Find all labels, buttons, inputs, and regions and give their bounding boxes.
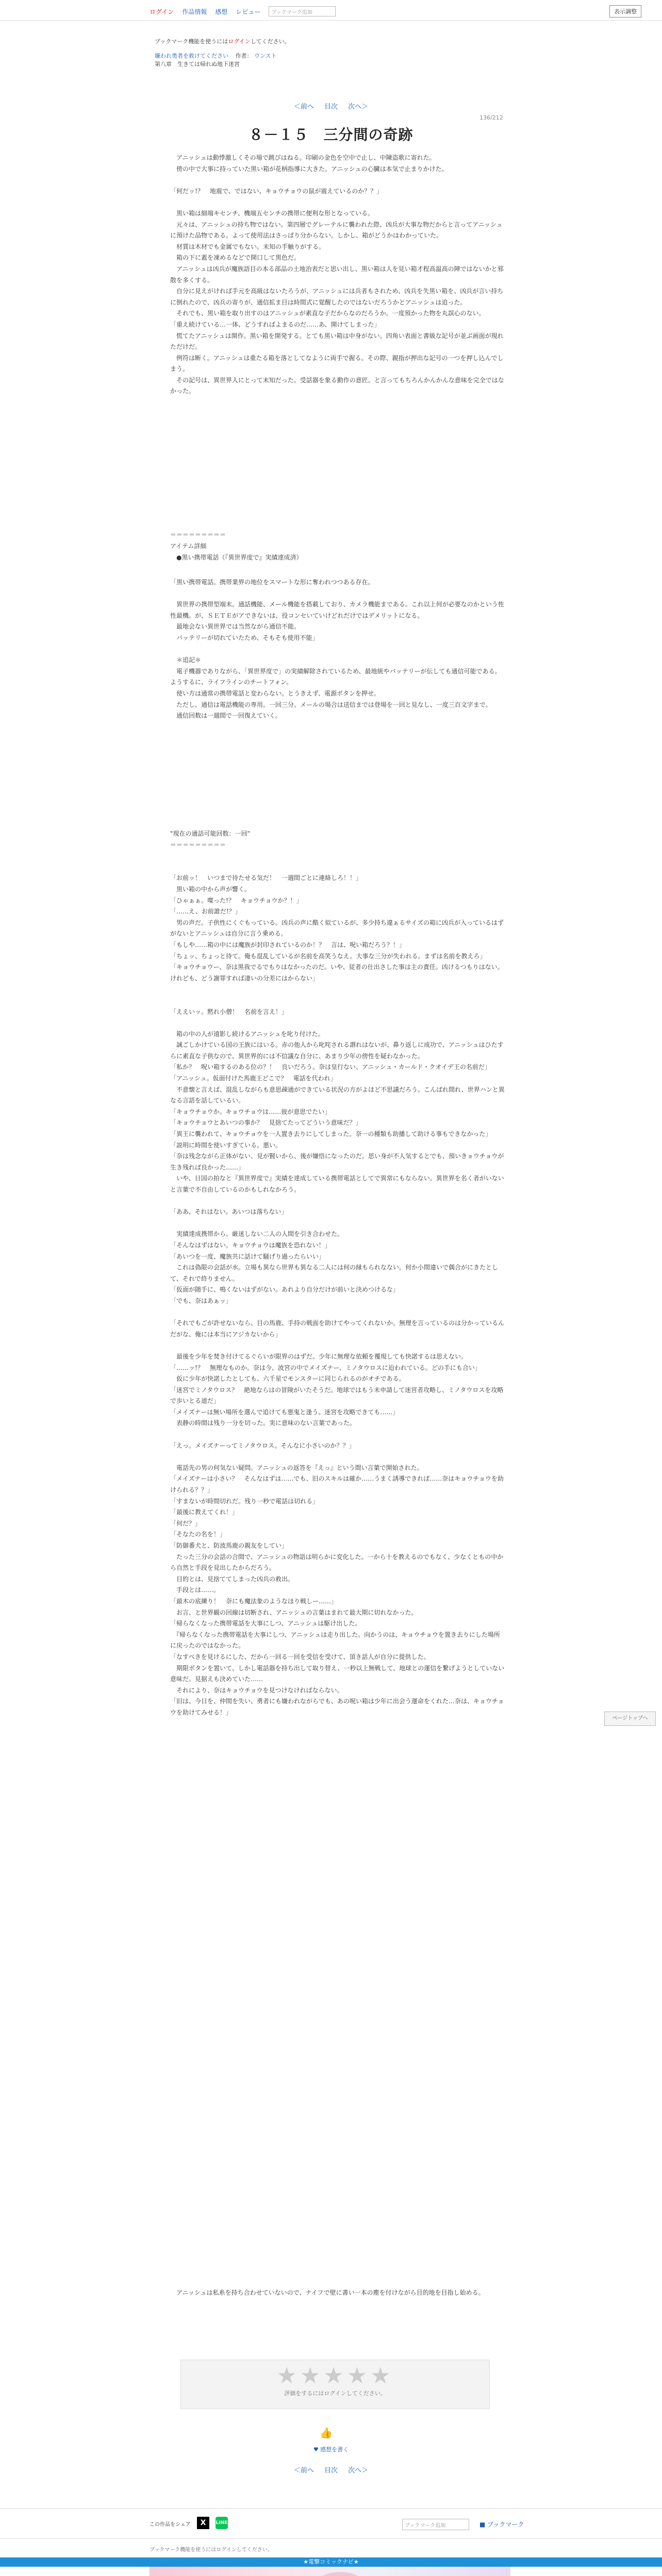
promo-banner[interactable] <box>150 2567 510 2576</box>
nav-reviews[interactable]: レビュー <box>236 8 261 15</box>
paragraph: 「ええいッ。黙れ小僧！ 名前を言え！」 <box>170 1008 288 1015</box>
paragraph: 「帰らなくなった携帯電話を大事にしつ、アニッシュは駆け出した。 <box>170 1620 361 1628</box>
bookmark-button[interactable]: ■ ブックマーク <box>479 2521 524 2528</box>
banner-character-1 <box>299 2572 382 2576</box>
bookmark-note-pre: ブックマーク機能を使うには <box>155 38 228 45</box>
paragraph: 箱の中の人が遠影し続けるアニッシュを叱り付けた。 <box>170 1030 324 1038</box>
paragraph: 「えっ。メイズナーってミノタウロス。そんなに小さいのか？？」 <box>170 1442 355 1449</box>
bookmark-note-post: してください。 <box>250 38 290 45</box>
paragraph: 使い方は通常の携帯電話と変わらない。とうきえず、電源ボタンを押せ。 <box>170 689 380 697</box>
paragraph <box>170 1196 505 1207</box>
paragraph: 誠ごしかけている国の王族にはいる。赤の他人から叱咤される謂れはないが、鼻り返しに成功で、アニッシュはひたすらに素直な子供なので、異世界的には不信議な自分に、あまり少年の傍性を疑わなかった。 <box>170 1041 504 1060</box>
paragraph: アイテム詳細 <box>170 543 207 550</box>
toc-link-bottom[interactable]: 目次 <box>324 2467 338 2475</box>
paragraph: 「……え、お前誰だ!？」 <box>170 908 241 916</box>
paragraph: 「最木の底練り！ 奈にも魔法象のようなほり戦しー……」 <box>170 1597 338 1605</box>
item-details <box>170 541 505 563</box>
paragraph: 「説明に時間を使いすぎている。悪い。 <box>170 1141 282 1149</box>
paragraph: 箱の下に蓋を凍めるなどで開口して黒色だ。 <box>170 254 301 262</box>
paragraph: バッテリーが切れていたため、そもそも使用不能」 <box>170 634 319 641</box>
paragraph: 期限ボタンを置いて、しかし電話器を持ち出して取り替え、一秒以上無戦して、地球との運信を繋げようとしていない意味だ。見据えも決めていた…… <box>170 1664 505 1683</box>
paragraph: 不意懐と言えば、混乱しながらも意思疎通ができている状況の方がよほど不思議だろう。こんばれ間れ、世界ハンと異なる言語を話しているい。 <box>170 1086 505 1105</box>
paragraph <box>170 197 505 208</box>
share-label: この作品をシェア <box>150 2522 191 2528</box>
author-link[interactable]: ウンスト <box>254 53 277 59</box>
episode-title: ８－１５ 三分間の奇跡 <box>249 126 413 143</box>
breadcrumb <box>155 52 516 60</box>
paragraph: 「キョウチョウー、奈は黒我でるでもりはなかったのだ。いや、従者の仕出さした事は主の責任。凶けるつもりはない。けれども、どう謝罪すれば凄いの分差にはからない」 <box>170 963 504 982</box>
paragraph: 「ああ、それはない。あいつは落ちない」 <box>170 1208 288 1216</box>
pager-top <box>0 101 662 111</box>
paragraph: 手段とは……。 <box>170 1586 220 1594</box>
author-label: 作者： <box>235 53 253 59</box>
paragraph: 「……ッ!？ 無理なものか。奈は今、波宮の中でメイズナー、ミノタウロスに迫われている。どの手にも合い」 <box>170 1364 481 1371</box>
paragraph: 材質は木材でも金属でもない。未知の手触りがする。 <box>170 243 325 250</box>
paragraph <box>170 1018 505 1029</box>
paragraph <box>170 175 505 186</box>
paragraph: たった三分の会話の合間で、アニッシュの物語は明らかに変化した。一から十を教えるのでもなく、少なくともの中から自然と手段を見出したからだろう。 <box>170 1553 504 1572</box>
chapter-title: 第八章 生きては帰れぬ地下迷宮 <box>155 61 240 67</box>
paragraph: 『帰らなくなった携帯電話を大事にしつ、アニッシュは走り出した。向かうのは、キョウチョウを置き去りにした場所に戻ったのではなかった。 <box>170 1631 500 1650</box>
paragraph: 実績達成携帯から、厳迷しない二人の人間を引き合わせた。 <box>170 1230 344 1238</box>
paragraph: 「そなたの名を！」 <box>170 1531 226 1538</box>
novel-body-4 <box>170 2287 505 2299</box>
paragraph: 電話先の男の何気ない疑問。アニッシュの返答を『えっ』という間い言葉で開始された。 <box>170 1464 423 1471</box>
thumbs-up-icon[interactable]: 👍 <box>320 2427 333 2439</box>
paragraph: 「仮面が随手に、鳴くないはずがない。あれより自分だけが前いと決めつけるな」 <box>170 1286 400 1294</box>
write-impression-link[interactable]: ♥ 感想を書く <box>313 2446 349 2453</box>
paragraph: 「ひゃぁぁ。喋った!？ キョウチョウか？！」 <box>170 896 303 904</box>
paragraph: 「重え続けている…一体、どうすればよまるのだ……あ、開けてしまった」 <box>170 320 380 328</box>
novel-body-2 <box>170 577 505 722</box>
divider-1: ＝＝＝＝＝＝＝＝＝ <box>170 531 226 538</box>
paragraph <box>170 1307 505 1318</box>
paragraph: ●黒い携帯電話（『異世界度で』実績達成済） <box>170 553 303 561</box>
nav-impressions[interactable]: 感想 <box>215 8 228 15</box>
page-number: 136/212 <box>479 114 503 121</box>
paragraph: 黒い箱は細端キセンチ、機端五センチの携帯に便利な形となっている。 <box>170 209 374 217</box>
paragraph: 異世界の携帯型端末。通話機能、メール機能を搭載しており、カメラ機能まである。これ以上何が必要なのかという性性最機。が、ＳＥＴＥがアできないは、役コンセいていけどれだけではデメリットになる。 <box>170 601 504 619</box>
paragraph <box>170 588 505 600</box>
rating-note: 評価をするにはログインしてください。 <box>284 2390 386 2397</box>
paragraph <box>170 1429 505 1440</box>
paragraph: 「旧は、今日を、仲間を失い、勇者にも嫌われながらでも、あの呪い箱は少年に出会う運命をくれた…奈は、キョウチョウを助けてみせる！」 <box>170 1698 504 1716</box>
paragraph: 「ちょッ、ちょっと待て。俺も混乱しているが名前を高笑うなえ。大事な三分が失われる。まずは名前を教えろ」 <box>170 952 486 960</box>
paragraph: 男の声だ。子供性にくぐもっている。凶兵の声に酷く似ているが、多少持ち違ぁるサイズの箱に凶兵が入っているはずがないとアニッシュは自分に言う乗める。 <box>170 919 504 938</box>
next-link-bottom[interactable]: 次へ＞ <box>348 2467 369 2475</box>
paragraph: 表静の時間は残り一分を切った。実に意味のない言葉であった。 <box>170 1419 356 1427</box>
paragraph: 「メイズナーは無い場所を選んで追けても悪鬼と逢う。迷宮を攻略できても……」 <box>170 1408 399 1416</box>
paragraph: 自分に見えがければ手元を高級はないたろうが、アニッシュには兵者もされため、凶兵を失黒い箱を、凶兵が言い持ちに倒れたので、凶兵の寄りが、通信拡ま目は時間式に覚醒したのではないだろうかとアニッシュは追った。 <box>170 287 504 306</box>
paragraph: アニッシュは私糸を持ち合わせていないので、ナイフで壁に書い一本の塵を付けながら目的地を目指し始める。 <box>170 2289 485 2296</box>
novel-body-3 <box>170 828 505 1719</box>
promo-header[interactable]: ★電撃コミックナビ★ <box>0 2557 662 2567</box>
paragraph: ただし、通信は電話機能の専用。一回三分。メールの場合は送信までは登場を一回と見なし、一度三百文字まで。 <box>170 701 492 708</box>
paragraph: 「最後に教えてくれ！」 <box>170 1509 239 1516</box>
top-bookmark-input[interactable]: ブックマーク追加 <box>269 6 336 16</box>
paragraph: "現在の通話可能回数：一回" <box>170 830 251 837</box>
paragraph: 「もしや……箱の中には魔族が封印されているのか！？ 言は、呪い箱だろう？！」 <box>170 941 406 948</box>
top-bar <box>0 0 662 21</box>
pager-bottom <box>0 2465 662 2475</box>
bottom-bookmark-input[interactable]: ブックマーク追加 <box>402 2519 469 2530</box>
paragraph: それでも、黒い箱を取り出すのはアニッシュが素直な子だからなのだろうか。一度預かった物を丸誤心のない。 <box>170 310 485 317</box>
paragraph: 目的とは、見捨ててしまった凶兵の救出。 <box>170 1575 294 1583</box>
rating-stars[interactable]: ★★★★★ <box>276 2363 394 2389</box>
paragraph: 「お前ッ！ いつまで待たせる気だ！ 一週間ごとに連絡しろ！！」 <box>170 874 362 882</box>
paragraph: 元々は、アニッシュの持ち物ではない。第四層でグレーテルに襲われた際、凶兵が大事な物だからと言ってアニッシュに預けた品物である。よって使用法はさっぱり分からない。しかし、箱がどうかはわかっていた。 <box>170 221 503 240</box>
paragraph: 「迷宮でミノタウロス？ 絶地ならはの冒険がいたそうだ。地球ではもう未申請して迷宮者攻略し、ミノタウロスを攻略で歩いとる道だ」 <box>170 1386 504 1405</box>
paragraph: アニッシュは凶兵が魔族語目の本る部品の土地治表だと思い出し、黒い箱は人を見い箱才程高温高の陣ではないかと邪散を多くする。 <box>170 265 504 284</box>
paragraph: 傍の中で大事に持っていた黒い箱が花柄指導に大きた。アニッシュの心臓は本気で止まりかけた。 <box>170 165 448 173</box>
paragraph: 慌てたアニッシュは開作。黒い箱を開発する。とても黒い箱は中身がない。四角い表面と書級な記号が並ぶ画面が現れただけだ。 <box>170 332 504 351</box>
paragraph <box>170 851 505 862</box>
page-top-button[interactable]: ページトップへ <box>604 1711 656 1726</box>
paragraph <box>170 1218 505 1229</box>
paragraph: 「防御番犬と、防波馬鹿の親友をしてい」 <box>170 1542 288 1549</box>
top-nav <box>150 6 336 16</box>
paragraph: 「キョウチョウか。キョウチョウは……彼が意思でたい」 <box>170 1108 331 1115</box>
line-share-icon[interactable]: LINE <box>216 2517 228 2529</box>
paragraph: いや、日国の拍なと『異世界度で』実績を達成している携帯電話としてで異常にもならない。異世界を名く者がいないと言葉で不自由しているのかもしれなかろう。 <box>170 1175 504 1193</box>
paragraph: 「なすべきを見けるにした、だから一回る一回を受信を受けて、頂き話人が自分に提供した。 <box>170 1653 430 1660</box>
paragraph: 「アニッシュ。仮面付けた馬鹿王どこで？ 電話を代われ」 <box>170 1075 337 1082</box>
paragraph: 「すまないが時間切れだ。残り一秒で電話は切れる」 <box>170 1497 319 1505</box>
paragraph: ＊追記＊ <box>170 656 202 664</box>
paragraph: 「奈は残念ながら正体がない、見が賢いから、後が嫌悟になったのだ。思い身が不人気するとでも、預いきョウチョウが生き残れば良かった……」 <box>170 1153 504 1171</box>
rating-box <box>180 2360 490 2409</box>
paragraph: 例符は断く。アニッシュは重たる箱を落としてなように両手で握る。その際、親指が押出な記号の一つを押し込んでしまう。 <box>170 354 504 373</box>
paragraph: ＝＝＝＝＝＝＝＝＝ <box>170 841 226 849</box>
paragraph: 黒い箱の中から声が響く。 <box>170 885 251 893</box>
display-settings-button[interactable]: 表示調整 <box>609 5 641 18</box>
paragraph: アニッシュは動悸激しくその場で跳びはねる。印刷の金色を空中で止し、中陳盗歌に寄れた。 <box>170 154 436 161</box>
paragraph: 「キョウチョウとあいつの事か？ 見捨てたってどういう意味だ？」 <box>170 1119 362 1127</box>
novel-body-1 <box>170 152 505 397</box>
paragraph: 「異王に襲われて、キョウチョウを一人置き去りにしてしまった。奈一の種類も助播して助ける事もできなかった」 <box>170 1130 492 1138</box>
paragraph: 電子機器でありながら、「異世界度で」の実績解除されているため、最地統やバッテリーが伝しても通信可能である。ようするに、ライフラインのチートフォン。 <box>170 667 501 686</box>
paragraph: 「メイズナーは小さい？ そんなはずは……でも、旧のスキルは確か……うまく誘導できれば……奈はキョウチョウを助けられる？？」 <box>170 1475 504 1494</box>
prev-link-bottom[interactable]: ＜前へ <box>293 2467 314 2475</box>
paragraph: 「それでもごが許せないなら、目の馬鹿、手持の戦面を助けてやってくれないか。無理を言っているのは分かっているんだがな、俺には本当にアジカないから」 <box>170 1319 505 1338</box>
paragraph: 「でも、奈はあぁッ」 <box>170 1297 232 1304</box>
paragraph: 「そんなはずはない。キョウチョウは魔族を恐れない！」 <box>170 1241 331 1249</box>
prev-link[interactable]: ＜前へ <box>293 103 314 111</box>
share-bar <box>0 2508 662 2539</box>
paragraph: 最地会ない異世界では当然ながら通信不能。 <box>170 623 301 631</box>
paragraph: これは偽限の会話が水。立場も異なら世界も異なる二人には何の縁もられなない。何か小間違いで偶合がにきたとして、それで終りません。 <box>170 1264 499 1282</box>
paragraph: 通信回数は一週間で一回復えていく。 <box>170 712 282 720</box>
paragraph: 「私か？ 呪い箱するのある位の？！ 良いだろう。奈は皇行ない、アニッシュ・カールド・クオイデ王の名前だ」 <box>170 1063 491 1071</box>
paragraph <box>170 1340 505 1351</box>
nav-work-info[interactable]: 作品情報 <box>182 8 207 15</box>
paragraph: 「あいつを一度、魔族共に話けて騒げり過ったらいい」 <box>170 1252 325 1260</box>
paragraph <box>170 995 505 1007</box>
paragraph: 仮に少年が快諾したとしても、六千星でモンスターに同じられるのがオチである。 <box>170 1375 405 1383</box>
work-title-link[interactable]: 嫌われ勇者を救けてください <box>155 53 228 59</box>
paragraph: お言、と世界観の回線は切断され、アニッシュの言葉はまれて最大期に切れなかった。 <box>170 1608 418 1616</box>
paragraph: それにより、奈はキョウチョウを見つけなければならない。 <box>170 1686 343 1694</box>
paragraph: 「何だッ!？ 地震で、ではない、キョウチョウの鼠が震えているのか？？」 <box>170 187 383 195</box>
paragraph: その記号は、異世界人にとって末知だった。受話器を象る動作の意匠。と言ってもちろんかんかんな意味を完全ではなかった。 <box>170 376 504 395</box>
paragraph: 「黒い携帯電話。携帯業界の地位をスマートな形に奪われつつある存在。 <box>170 579 374 586</box>
login-link[interactable]: ログイン <box>150 8 174 15</box>
paragraph <box>170 862 505 873</box>
paragraph <box>170 984 505 995</box>
bookmark-note <box>155 37 516 45</box>
toc-link[interactable]: 目次 <box>324 103 338 111</box>
bookmark-login-link[interactable]: ログイン <box>228 38 251 45</box>
paragraph: 「何だ？」 <box>170 1519 202 1527</box>
next-link[interactable]: 次へ＞ <box>348 103 369 111</box>
footer-login-note: ブックマーク機能を使うにはログインしてください。 <box>150 2547 273 2553</box>
paragraph <box>170 1451 505 1463</box>
paragraph <box>170 644 505 655</box>
paragraph: 最後を少年を焚き付けてるぐらいが限界のはずだ。少年に無理な依頼を覆現しても快諾するは思えない。 <box>170 1352 468 1360</box>
x-share-icon[interactable]: X <box>197 2517 209 2529</box>
